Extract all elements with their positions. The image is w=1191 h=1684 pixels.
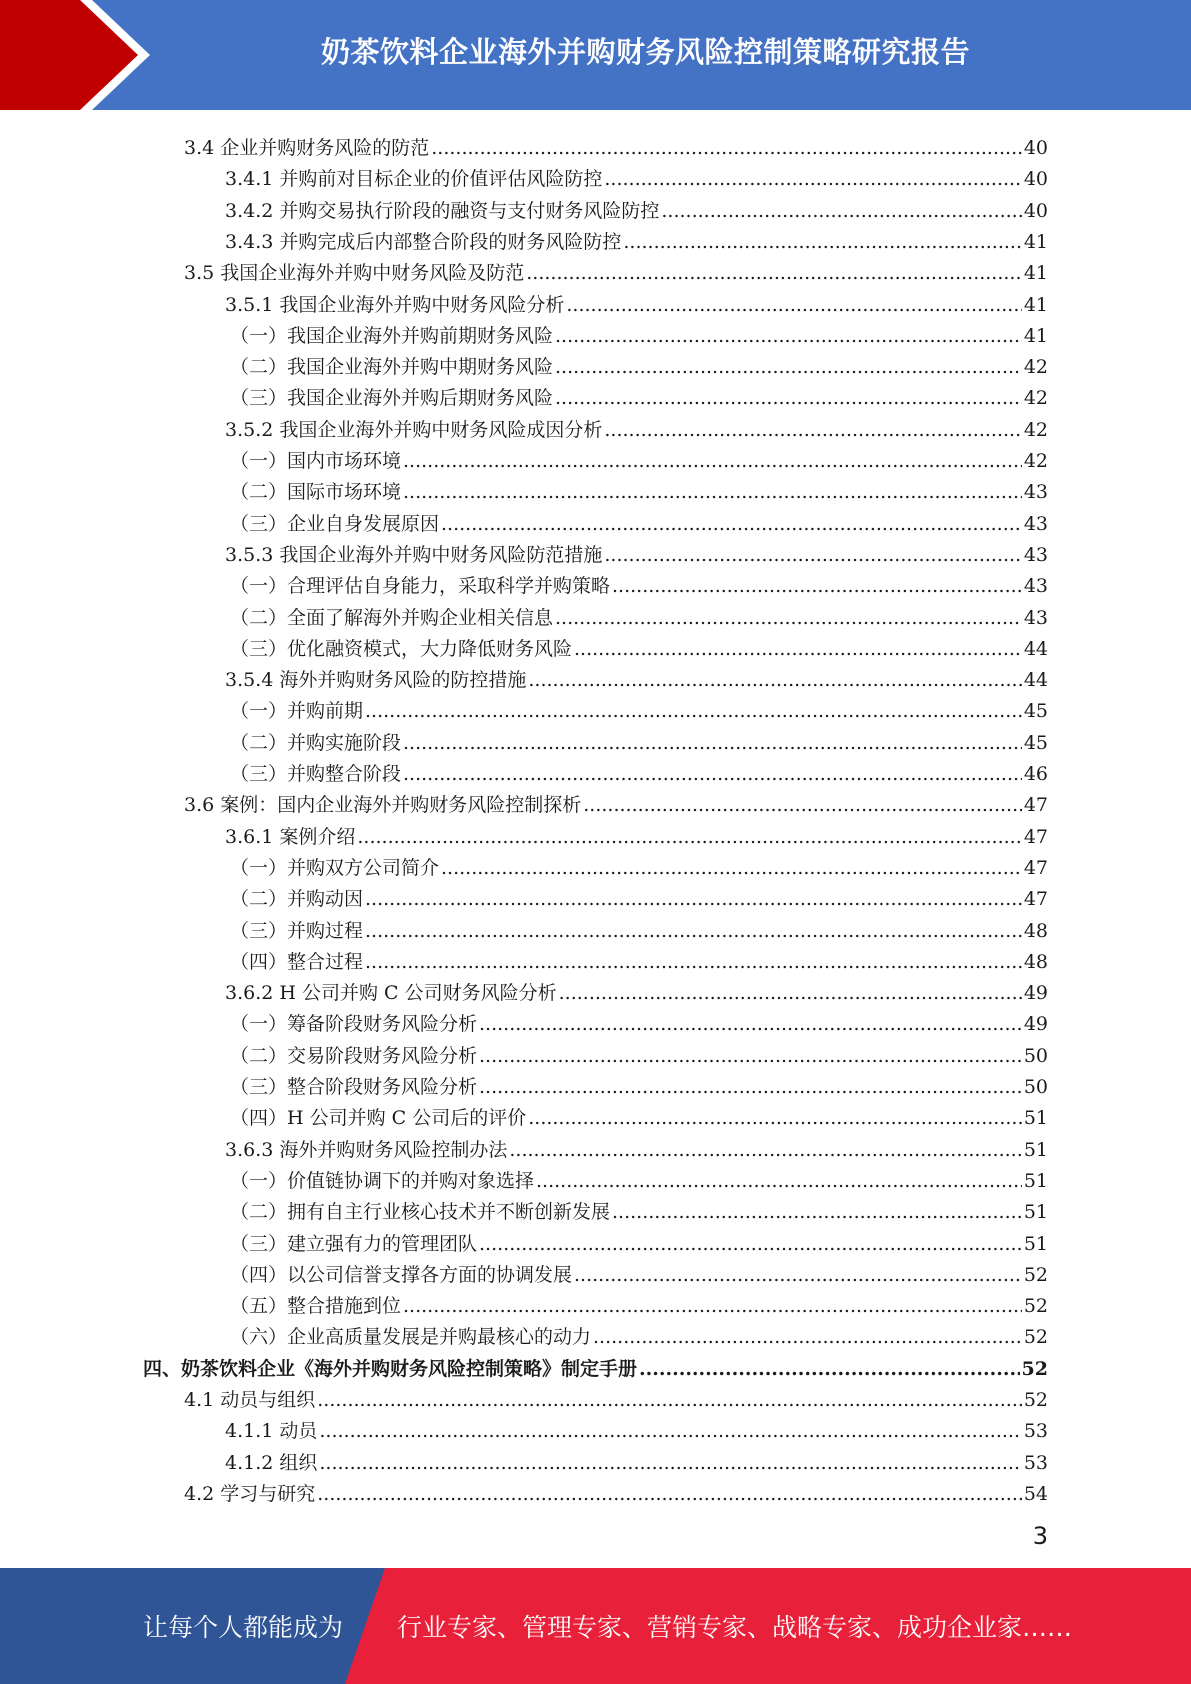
toc-entry-title: 四、奶茶饮料企业《海外并购财务风险控制策略》制定手册 xyxy=(143,1357,638,1380)
toc-entry-title: 3.4.2 并购交易执行阶段的融资与支付财务风险防控 xyxy=(225,199,660,222)
toc-entry-title: （一）并购双方公司简介 xyxy=(230,856,440,879)
toc-entry-page: 52 xyxy=(1021,1357,1048,1380)
toc-entry-page: 52 xyxy=(1023,1263,1048,1286)
toc-entry-title: （二）并购动因 xyxy=(230,888,364,911)
toc-dot-leader xyxy=(317,1483,1022,1505)
toc-dot-leader xyxy=(403,481,1022,503)
toc-entry-title: （四）以公司信誉支撑各方面的协调发展 xyxy=(230,1263,573,1286)
toc-entry[interactable] xyxy=(230,754,1048,785)
toc-entry-title: 3.6 案例：国内企业海外并购财务风险控制探析 xyxy=(184,794,582,817)
toc-entry-page: 50 xyxy=(1023,1044,1048,1067)
toc-entry[interactable] xyxy=(230,504,1048,535)
toc-entry-title: （三）建立强有力的管理团队 xyxy=(230,1232,478,1255)
toc-entry[interactable] xyxy=(143,1349,1048,1380)
toc-entry-page: 43 xyxy=(1023,606,1048,629)
toc-entry[interactable] xyxy=(230,691,1048,722)
toc-entry-title: （二）并购实施阶段 xyxy=(230,731,402,754)
toc-entry-page: 44 xyxy=(1023,669,1048,692)
toc-dot-leader xyxy=(528,669,1021,691)
toc-entry-page: 47 xyxy=(1023,825,1048,848)
toc-entry-page: 49 xyxy=(1023,1013,1048,1036)
toc-entry-page: 48 xyxy=(1023,950,1048,973)
toc-entry[interactable] xyxy=(230,1004,1048,1035)
page-number: 3 xyxy=(1032,1522,1048,1550)
toc-dot-leader xyxy=(441,513,1022,535)
toc-entry[interactable] xyxy=(230,347,1048,378)
toc-entry-page: 47 xyxy=(1023,888,1048,911)
toc-entry-page: 45 xyxy=(1023,700,1048,723)
toc-entry[interactable] xyxy=(225,410,1048,441)
toc-entry-title: （三）并购过程 xyxy=(230,919,364,942)
toc-entry-title: （二）我国企业海外并购中期财务风险 xyxy=(230,356,554,379)
toc-entry-page: 52 xyxy=(1023,1326,1048,1349)
toc-dot-leader xyxy=(583,794,1022,816)
toc-entry[interactable] xyxy=(225,1443,1048,1474)
toc-entry[interactable] xyxy=(230,1255,1048,1286)
toc-entry-title: （四）整合过程 xyxy=(230,950,364,973)
toc-entry-page: 50 xyxy=(1023,1076,1048,1098)
toc-dot-leader xyxy=(555,325,1022,347)
toc-entry-title: 3.5 我国企业海外并购中财务风险及防范 xyxy=(184,262,525,285)
toc-entry-title: 3.4 企业并购财务风险的防范 xyxy=(184,137,430,159)
toc-entry-page: 49 xyxy=(1023,982,1048,1005)
toc-entry[interactable] xyxy=(225,660,1048,691)
toc-entry-title: 3.6.2 H 公司并购 C 公司财务风险分析 xyxy=(225,982,557,1005)
toc-entry-page: 43 xyxy=(1023,481,1048,504)
toc-entry-title: （二）交易阶段财务风险分析 xyxy=(230,1044,478,1067)
toc-entry[interactable] xyxy=(184,1474,1048,1505)
toc-entry[interactable] xyxy=(230,566,1048,597)
toc-dot-leader xyxy=(623,231,1021,253)
toc-dot-leader xyxy=(403,732,1022,754)
toc-entry[interactable] xyxy=(230,942,1048,973)
toc-dot-leader xyxy=(555,387,1022,409)
toc-entry[interactable] xyxy=(184,785,1048,816)
toc-entry-page: 42 xyxy=(1023,418,1048,441)
toc-dot-leader xyxy=(479,1233,1022,1255)
toc-entry-page: 48 xyxy=(1023,919,1048,942)
toc-dot-leader xyxy=(317,1389,1022,1411)
toc-dot-leader xyxy=(574,1264,1022,1286)
toc-entry-title: （一）合理评估自身能力，采取科学并购策略 xyxy=(230,575,611,598)
toc-entry[interactable] xyxy=(230,1067,1048,1098)
toc-entry[interactable] xyxy=(230,879,1048,910)
toc-entry-page: 47 xyxy=(1023,856,1048,879)
toc-entry-page: 40 xyxy=(1023,137,1048,159)
toc-entry-title: （一）我国企业海外并购前期财务风险 xyxy=(230,324,554,347)
toc-entry-title: 4.2 学习与研究 xyxy=(184,1482,316,1505)
toc-entry-title: （三）整合阶段财务风险分析 xyxy=(230,1076,478,1098)
toc-entry[interactable] xyxy=(230,848,1048,879)
toc-entry-title: （一）国内市场环境 xyxy=(230,450,402,472)
toc-entry[interactable] xyxy=(230,472,1048,503)
document-title: 奶茶饮料企业海外并购财务风险控制策略研究报告 xyxy=(320,34,970,69)
toc-dot-leader xyxy=(536,1170,1022,1192)
toc-entry[interactable] xyxy=(230,378,1048,409)
toc-entry[interactable] xyxy=(225,1411,1048,1442)
toc-entry-page: 46 xyxy=(1023,763,1048,785)
toc-entry-title: 3.5.2 我国企业海外并购中财务风险成因分析 xyxy=(225,418,603,441)
toc-dot-leader xyxy=(593,1326,1022,1348)
toc-entry[interactable] xyxy=(230,1098,1048,1129)
header-band xyxy=(0,0,1191,110)
toc-dot-leader xyxy=(612,1201,1022,1223)
toc-entry[interactable] xyxy=(225,222,1048,253)
toc-dot-leader xyxy=(365,700,1022,722)
toc-entry-page: 51 xyxy=(1023,1138,1048,1161)
toc-dot-leader xyxy=(528,1107,1022,1129)
toc-dot-leader xyxy=(431,137,1022,159)
toc-dot-leader xyxy=(604,168,1021,190)
toc-entry[interactable] xyxy=(225,973,1048,1004)
toc-entry[interactable] xyxy=(184,128,1048,159)
toc-entry[interactable] xyxy=(230,316,1048,347)
toc-entry-title: 4.1.1 动员 xyxy=(225,1420,318,1443)
toc-entry-page: 52 xyxy=(1023,1389,1048,1411)
toc-entry-title: （四）H 公司并购 C 公司后的评价 xyxy=(230,1107,527,1130)
toc-entry-title: （三）企业自身发展原因 xyxy=(230,512,440,535)
toc-entry-page: 51 xyxy=(1023,1201,1048,1224)
toc-dot-leader xyxy=(566,294,1021,316)
toc-entry[interactable] xyxy=(230,1224,1048,1255)
toc-entry-page: 51 xyxy=(1023,1232,1048,1255)
toc-entry-page: 42 xyxy=(1023,356,1048,379)
toc-entry-page: 53 xyxy=(1023,1451,1048,1474)
toc-entry-title: （一）价值链协调下的并购对象选择 xyxy=(230,1169,535,1192)
toc-dot-leader xyxy=(639,1358,1020,1380)
toc-entry[interactable] xyxy=(230,1161,1048,1192)
toc-entry[interactable] xyxy=(225,535,1048,566)
toc-entry-title: （三）优化融资模式，大力降低财务风险 xyxy=(230,637,573,660)
toc-dot-leader xyxy=(365,920,1022,942)
toc-entry-page: 40 xyxy=(1023,168,1048,191)
toc-entry-page: 45 xyxy=(1023,731,1048,754)
toc-entry-page: 41 xyxy=(1023,262,1048,285)
toc-dot-leader xyxy=(365,951,1022,973)
toc-entry[interactable] xyxy=(230,598,1048,629)
toc-entry[interactable] xyxy=(230,1192,1048,1223)
toc-dot-leader xyxy=(357,826,1021,848)
toc-entry[interactable] xyxy=(225,817,1048,848)
toc-entry-title: 4.1.2 组织 xyxy=(225,1451,318,1474)
toc-dot-leader xyxy=(559,982,1022,1004)
toc-entry-title: （五）整合措施到位 xyxy=(230,1295,402,1318)
toc-dot-leader xyxy=(441,857,1022,879)
toc-dot-leader xyxy=(479,1045,1022,1067)
toc-entry[interactable] xyxy=(225,285,1048,316)
toc-dot-leader xyxy=(365,888,1022,910)
toc-entry-page: 41 xyxy=(1023,230,1048,253)
toc-entry-page: 43 xyxy=(1023,512,1048,535)
toc-entry-title: （一）筹备阶段财务风险分析 xyxy=(230,1013,478,1036)
toc-entry-page: 53 xyxy=(1023,1420,1048,1443)
toc-dot-leader xyxy=(555,356,1022,378)
toc-entry[interactable] xyxy=(230,1036,1048,1067)
toc-entry-page: 44 xyxy=(1023,637,1048,660)
toc-entry-title: （二）全面了解海外并购企业相关信息 xyxy=(230,606,554,629)
toc-dot-leader xyxy=(509,1139,1021,1161)
toc-entry-page: 51 xyxy=(1023,1169,1048,1192)
toc-entry-title: 3.6.3 海外并购财务风险控制办法 xyxy=(225,1138,508,1161)
toc-entry-title: 3.4.1 并购前对目标企业的价值评估风险防控 xyxy=(225,168,603,191)
toc-entry[interactable] xyxy=(230,723,1048,754)
toc-dot-leader xyxy=(403,450,1022,472)
toc-dot-leader xyxy=(479,1013,1022,1035)
header-arrow-decoration xyxy=(0,0,160,110)
toc-dot-leader xyxy=(319,1452,1021,1474)
toc-entry[interactable] xyxy=(184,1380,1048,1411)
toc-entry-page: 43 xyxy=(1023,543,1048,566)
toc-entry-title: （三）我国企业海外并购后期财务风险 xyxy=(230,387,554,410)
toc-entry-title: （二）拥有自主行业核心技术并不断创新发展 xyxy=(230,1201,611,1224)
toc-entry-title: （一）并购前期 xyxy=(230,700,364,723)
toc-entry-title: 3.5.4 海外并购财务风险的防控措施 xyxy=(225,669,527,692)
toc-dot-leader xyxy=(526,262,1022,284)
toc-dot-leader xyxy=(403,763,1022,785)
toc-entry[interactable] xyxy=(225,1130,1048,1161)
toc-entry-page: 42 xyxy=(1023,450,1048,472)
toc-dot-leader xyxy=(604,544,1021,566)
toc-dot-leader xyxy=(555,607,1022,629)
toc-entry[interactable] xyxy=(230,441,1048,472)
toc-entry-title: 3.6.1 案例介绍 xyxy=(225,825,356,848)
toc-dot-leader xyxy=(319,1420,1021,1442)
toc-entry-title: 3.5.1 我国企业海外并购中财务风险分析 xyxy=(225,293,565,316)
footer-slogan-left: 让每个人都能成为 xyxy=(143,1613,344,1642)
toc-entry-page: 42 xyxy=(1023,387,1048,410)
toc-entry-title: （三）并购整合阶段 xyxy=(230,763,402,785)
toc-dot-leader xyxy=(612,575,1022,597)
footer-band xyxy=(0,1568,1191,1684)
toc-dot-leader xyxy=(479,1076,1022,1098)
toc-entry-page: 41 xyxy=(1023,293,1048,316)
toc-dot-leader xyxy=(604,419,1021,441)
toc-entry-title: 3.5.3 我国企业海外并购中财务风险防范措施 xyxy=(225,543,603,566)
toc-dot-leader xyxy=(403,1295,1022,1317)
toc-entry[interactable] xyxy=(230,1286,1048,1317)
toc-entry-page: 52 xyxy=(1023,1295,1048,1318)
toc-entry[interactable] xyxy=(230,1317,1048,1348)
toc-entry-page: 40 xyxy=(1023,199,1048,222)
toc-entry[interactable] xyxy=(225,191,1048,222)
toc-entry-page: 47 xyxy=(1023,794,1048,817)
toc-entry-page: 43 xyxy=(1023,575,1048,598)
toc-entry-title: 4.1 动员与组织 xyxy=(184,1389,316,1411)
toc-entry-page: 41 xyxy=(1023,324,1048,347)
toc-entry-title: 3.4.3 并购完成后内部整合阶段的财务风险防控 xyxy=(225,230,622,253)
toc-entry-title: （二）国际市场环境 xyxy=(230,481,402,504)
toc-entry[interactable] xyxy=(230,629,1048,660)
toc-entry[interactable] xyxy=(230,911,1048,942)
toc-entry-page: 54 xyxy=(1023,1482,1048,1505)
toc-entry-page: 51 xyxy=(1023,1107,1048,1130)
toc-entry[interactable] xyxy=(184,253,1048,284)
toc-dot-leader xyxy=(661,200,1021,222)
footer-slogan-right: 行业专家、管理专家、营销专家、战略专家、成功企业家…… xyxy=(397,1613,1073,1642)
toc-entry[interactable] xyxy=(225,159,1048,190)
toc-dot-leader xyxy=(574,638,1022,660)
toc-entry-title: （六）企业高质量发展是并购最核心的动力 xyxy=(230,1326,592,1349)
